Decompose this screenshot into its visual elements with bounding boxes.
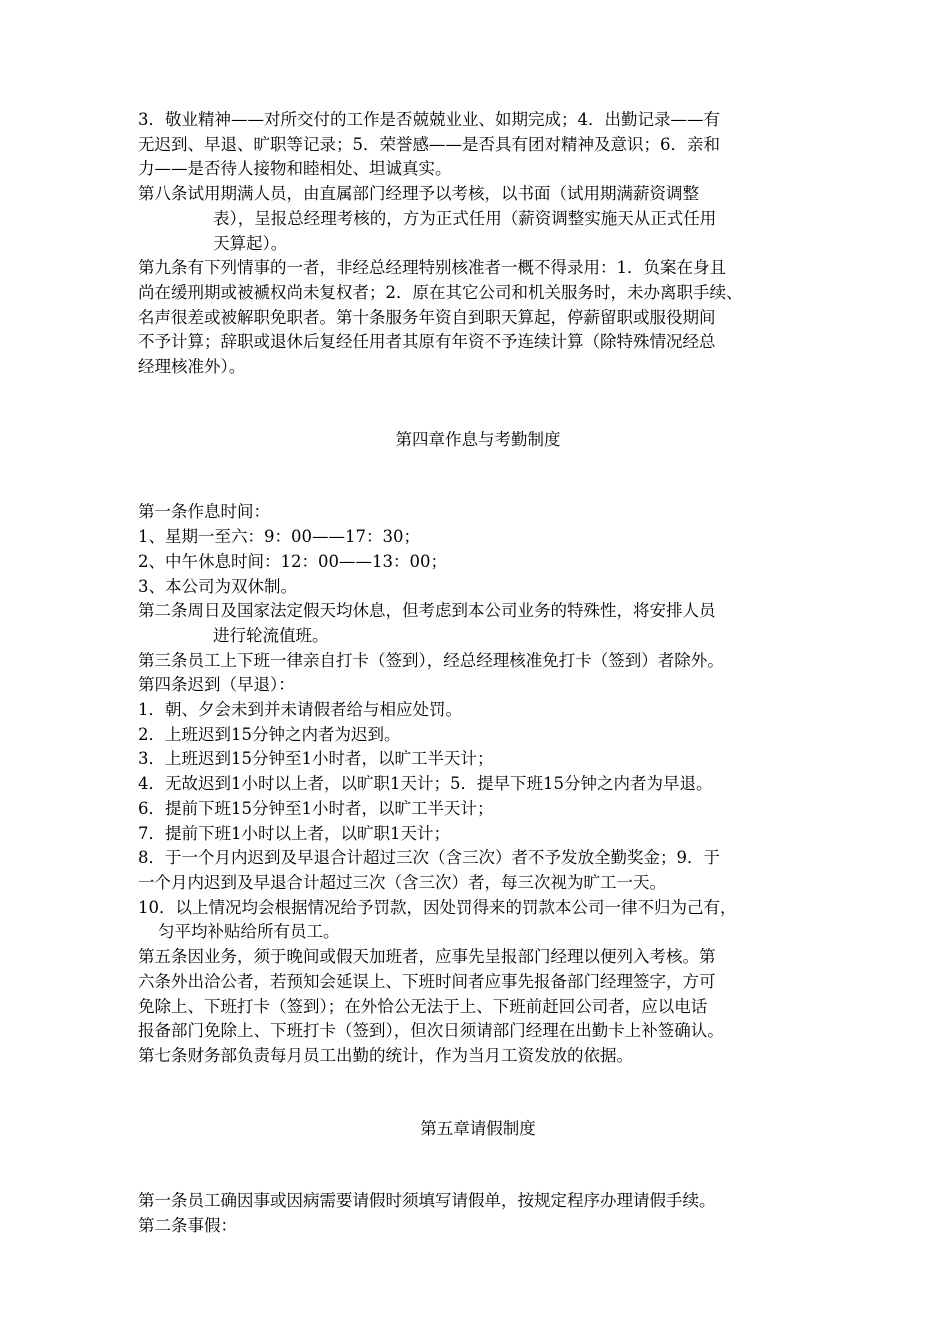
paragraph-article-5-7: 第五条因业务，须于晚间或假天加班者，应事先呈报部门经理以便列入考核。第 六条外出洽公者，若预知会延误上、下班时间者应事先报备部门经理签字，方可 免除上、下班打卡（签到）；在外恰公无法于上、下班前赶回公司者，应以电话 报备部门免除上、下班打卡（签到），但次日须请部门经理在出勤卡上补签确认。 第七条财务部负责每月员工出勤的统计，作为当月工资发放的依据。 (138, 947, 724, 1065)
chapter-5-title: 第五章请假制度 (420, 1118, 536, 1138)
paragraph-article-8: 第八条试用期满人员，由直属部门经理予以考核，以书面（试用期满薪资调整 表），呈报总经理考核的，方为正式任用（薪资调整实施天从正式任用 天算起）。 (138, 184, 717, 253)
paragraph-article-9-10: 第九条有下列情事的一者，非经总经理特别核准者一概不得录用：1．负案在身且 尚在缓刑期或被褫权尚未复权者；2．原在其它公司和机关服务时，未办离职手续、 名声很差或被解职免职者。第十条服务年资自到职天算起，停薪留职或服役期间 不予计算；辞职或退休后复经任用者其原有年资不予连续计算（除特殊情况经总 经理核准外）。 (138, 258, 743, 377)
lateness-item: 2．上班迟到15分钟之内者为迟到。 (138, 724, 401, 744)
chapter-5-body (138, 1189, 818, 1238)
paragraph-article-2: 第二条周日及国家法定假天均休息，但考虑到本公司业务的特殊性，将安排人员 进行轮流值班。 (138, 601, 716, 645)
paragraph-evaluation-criteria: 3．敬业精神——对所交付的工作是否兢兢业业、如期完成；4．出勤记录——有 无迟到、早退、旷职等记录；5．荣誉感——是否具有团对精神及意识；6．亲和 力——是否待人接物和睦相处、坦诚真实。 (138, 110, 720, 179)
lateness-item: 3．上班迟到15分钟至1小时者，以旷工半天计； (138, 749, 494, 769)
work-hours-line: 1、星期一至六：9：00——17：30； (138, 527, 420, 547)
work-hours-line: 3、本公司为双休制。 (138, 576, 297, 596)
paragraph-article-3: 第三条员工上下班一律亲自打卡（签到），经总经理核准免打卡（签到）者除外。 (138, 650, 724, 670)
document-body (138, 108, 818, 1239)
lateness-item-10: 10．以上情况均会根据情况给予罚款，因处罚得来的罚款本公司一律不归为己有， 匀平均补贴给所有员工。 (138, 897, 737, 942)
lateness-item: 8．于一个月内迟到及早退合计超过三次（含三次）者不予发放全勤奖金；9．于 一个月内迟到及早退合计超过三次（含三次）者，每三次视为旷工一天。 (138, 848, 720, 892)
paragraph-leave-article-1: 第一条员工确因事或因病需要请假时须填写请假单，按规定程序办理请假手续。 (138, 1191, 716, 1211)
chapter-4-body (138, 500, 818, 1068)
work-hours-line: 第一条作息时间： (138, 502, 270, 522)
paragraph-article-4-title: 第四条迟到（早退）： (138, 675, 295, 695)
lateness-item: 6．提前下班15分钟至1小时者，以旷工半天计； (138, 798, 494, 818)
chapter-4-title: 第四章作息与考勤制度 (395, 429, 561, 449)
work-hours-line: 2、中午休息时间：12：00——13：00； (138, 551, 447, 571)
paragraph-leave-article-2-title: 第二条事假： (138, 1216, 237, 1236)
lateness-item: 1．朝、夕会未到并未请假者给与相应处罚。 (138, 700, 462, 720)
lateness-item: 4．无故迟到1小时以上者，以旷职1天计；5．提早下班15分钟之内者为早退。 (138, 774, 713, 794)
lateness-item: 7．提前下班1小时以上者，以旷职1天计； (138, 823, 450, 843)
